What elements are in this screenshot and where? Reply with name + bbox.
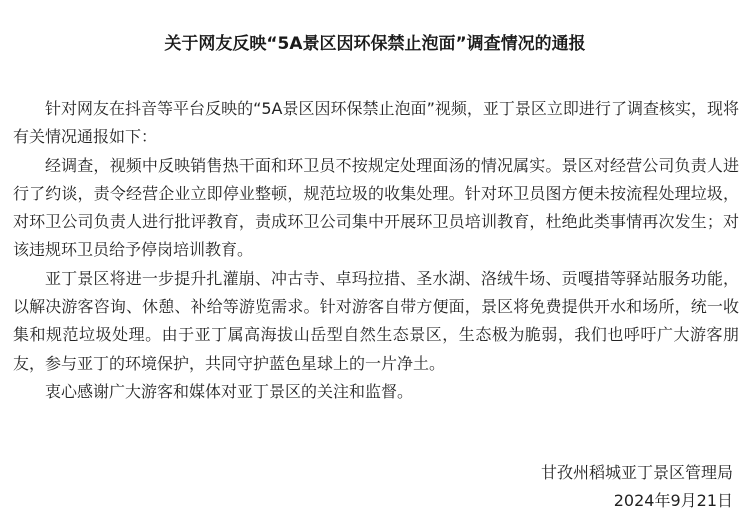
paragraph-thanks: 衷心感谢广大游客和媒体对亚丁景区的关注和监督。 <box>45 381 414 401</box>
signature-block <box>541 459 733 515</box>
notice-body <box>13 95 739 406</box>
notice-title: 关于网友反映“5A景区因环保禁止泡面”调查情况的通报 <box>164 34 586 54</box>
issue-date: 2024年9月21日 <box>613 491 733 510</box>
paragraph-intro: 针对网友在抖音等平台反映的“5A景区因环保禁止泡面”视频，亚丁景区立即进行了调查核实，现将有关情况通报如下： <box>13 99 739 147</box>
paragraph-investigation: 经调查，视频中反映销售热干面和环卫员不按规定处理面汤的情况属实。景区对经营公司负责人进行了约谈，责令经营企业立即停业整顿，规范垃圾的收集处理。针对环卫员图方便未按流程处理垃圾，对环卫公司负责人进行批评教育，责成环卫公司集中开展环卫员培训教育，杜绝此类事情再次发生；对该违规环卫员给予停岗培训教育。 <box>13 155 739 260</box>
issuer-name: 甘孜州稻城亚丁景区管理局 <box>540 463 733 482</box>
paragraph-measures: 亚丁景区将进一步提升扎灌崩、冲古寺、卓玛拉措、圣水湖、洛绒牛场、贡嘎措等驿站服务功能，以解决游客咨询、休憩、补给等游览需求。针对游客自带方便面，景区将免费提供开水和场所，统一收集和规范垃圾处理。由于亚丁属高海拔山岳型自然生态景区，生态极为脆弱，我们也呼吁广大游客朋友，参与亚丁的环境保护，共同守护蓝色星球上的一片净土。 <box>13 268 739 373</box>
